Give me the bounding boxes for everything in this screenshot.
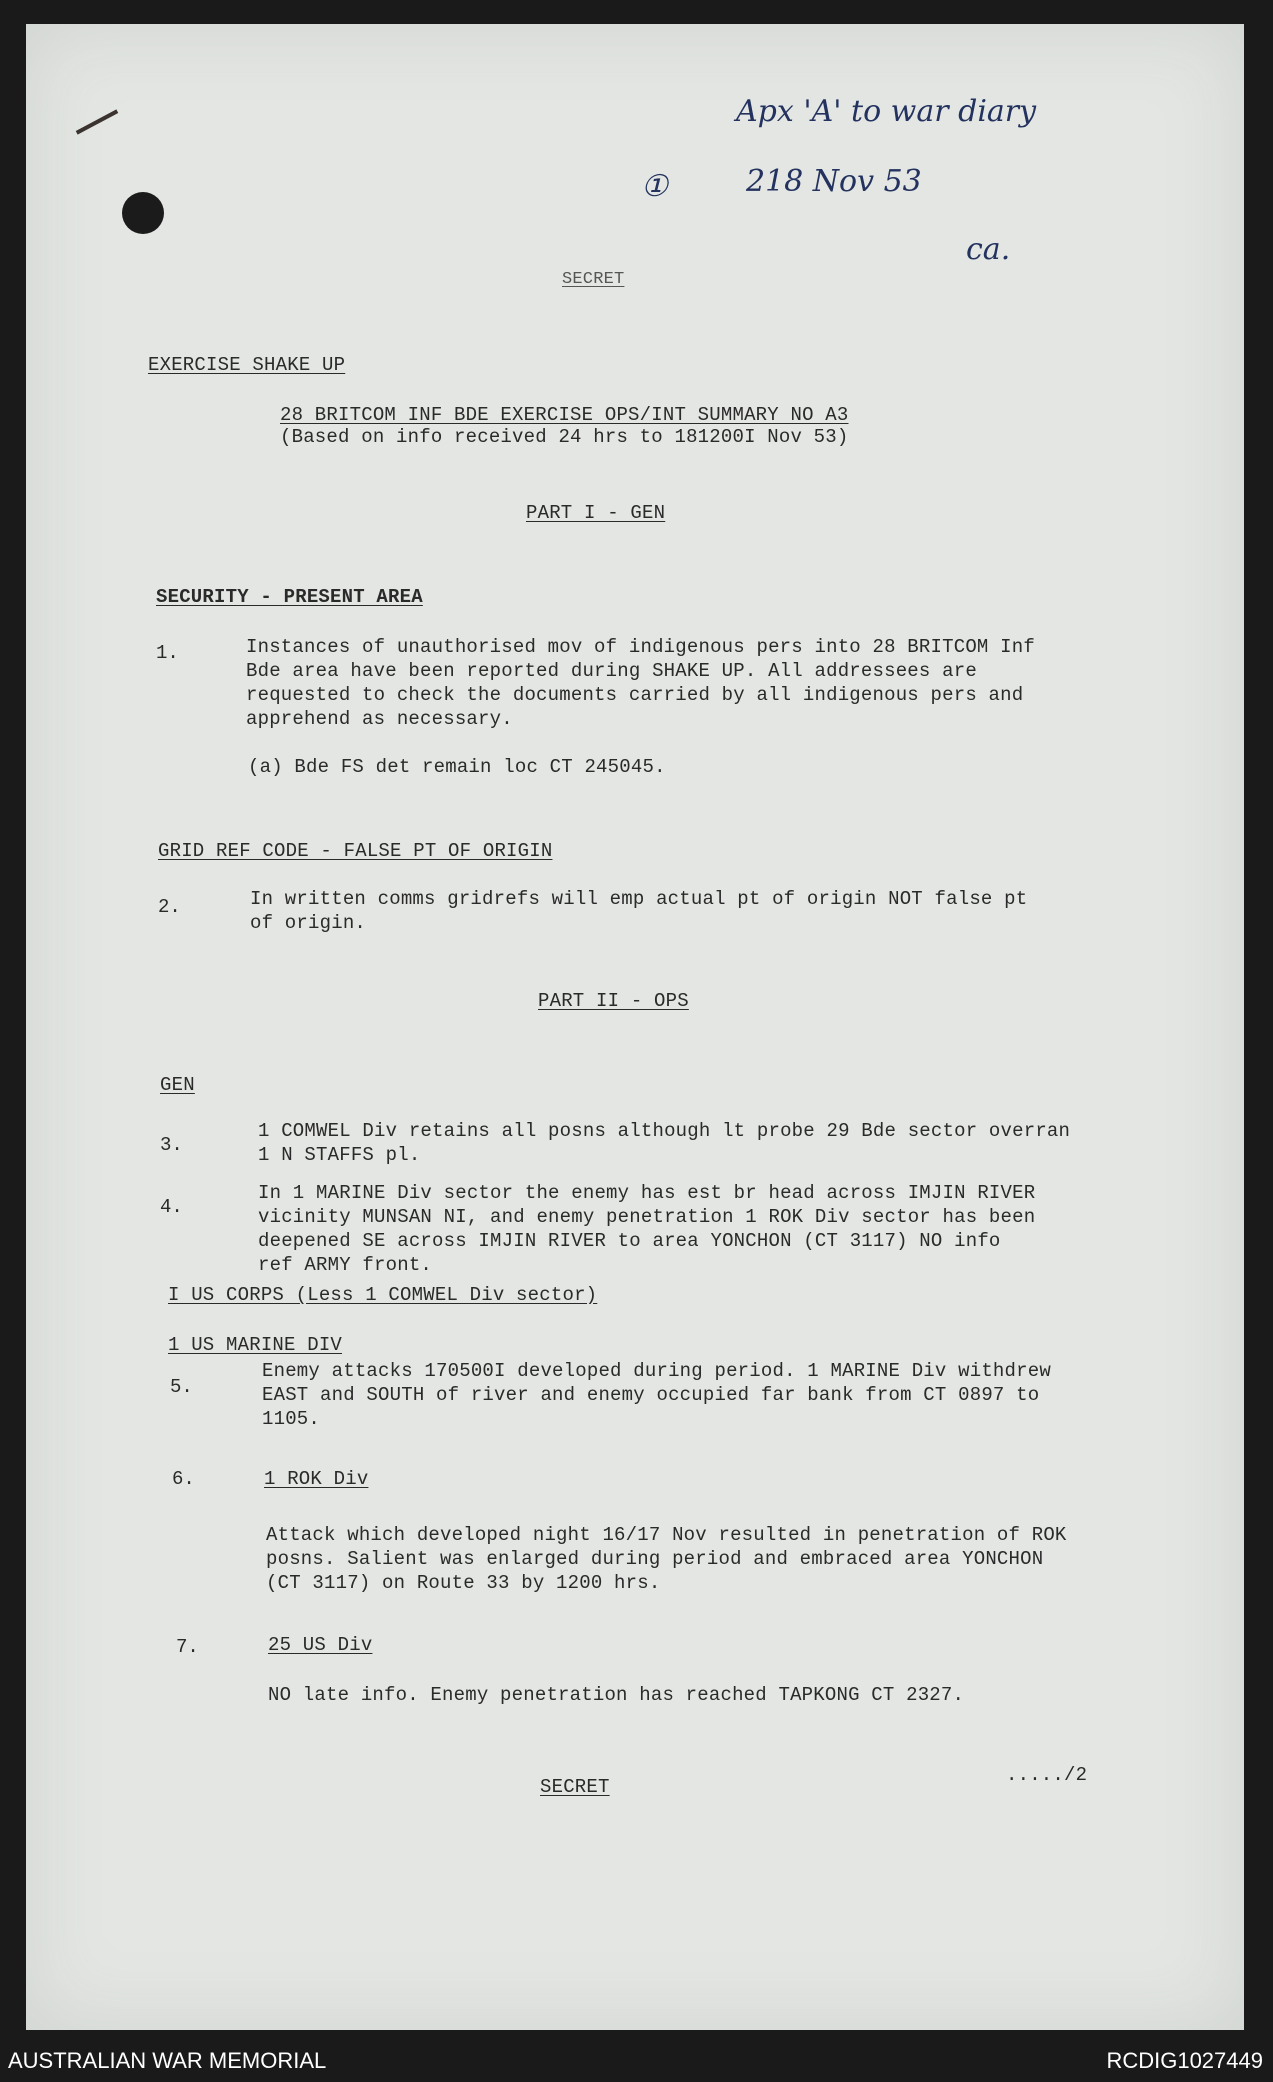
para6-line: posns. Salient was enlarged during period and embraced area YONCHON <box>266 1548 1044 1570</box>
document-page <box>26 24 1244 2030</box>
continuation-mark: ...../2 <box>1006 1764 1088 1786</box>
para6-line: Attack which developed night 16/17 Nov resulted in penetration of ROK <box>266 1524 1067 1546</box>
punch-hole <box>122 192 164 234</box>
para3-number: 3. <box>160 1134 183 1156</box>
gen-heading: GEN <box>160 1074 195 1096</box>
rok-div-heading: 1 ROK Div <box>264 1468 369 1490</box>
para5-line: Enemy attacks 170500I developed during period. 1 MARINE Div withdrew <box>262 1360 1051 1382</box>
ink-speck <box>76 109 118 134</box>
footer-right: RCDIG1027449 <box>1106 2048 1263 2073</box>
security-heading: SECURITY - PRESENT AREA <box>156 586 423 608</box>
para4-line: vicinity MUNSAN NI, and enemy penetration 1 ROK Div sector has been <box>258 1206 1036 1228</box>
exercise-name: EXERCISE SHAKE UP <box>148 354 346 376</box>
handwritten-initials: ca. <box>966 232 1011 267</box>
part1-heading: PART I - GEN <box>526 502 666 524</box>
para2-number: 2. <box>158 896 181 918</box>
para3-line: 1 COMWEL Div retains all posns although lt probe 29 Bde sector overran <box>258 1120 1071 1142</box>
classification-top: SECRET <box>562 270 625 289</box>
us-corps-heading: I US CORPS (Less 1 COMWEL Div sector) <box>168 1284 598 1306</box>
para1-line: Bde area have been reported during SHAKE UP. All addressees are <box>246 660 977 682</box>
para1-number: 1. <box>156 642 179 664</box>
para1-line: Instances of unauthorised mov of indigenous pers into 28 BRITCOM Inf <box>246 636 1035 658</box>
footer-left: AUSTRALIAN WAR MEMORIAL <box>8 2048 327 2073</box>
para6-line: (CT 3117) on Route 33 by 1200 hrs. <box>266 1572 661 1594</box>
para7-line: NO late info. Enemy penetration has reached TAPKONG CT 2327. <box>268 1684 965 1706</box>
us-marine-heading: 1 US MARINE DIV <box>168 1334 343 1356</box>
para1a: (a) Bde FS det remain loc CT 245045. <box>248 756 666 778</box>
summary-title: 28 BRITCOM INF BDE EXERCISE OPS/INT SUMMARY NO A3 <box>280 404 849 426</box>
para3-line: 1 N STAFFS pl. <box>258 1144 421 1166</box>
para2-line: In written comms gridrefs will emp actual pt of origin NOT false pt <box>250 888 1028 910</box>
part2-heading: PART II - OPS <box>538 990 689 1012</box>
para6-number: 6. <box>172 1468 195 1490</box>
para1-line: requested to check the documents carried by all indigenous pers and <box>246 684 1024 706</box>
classification-bottom: SECRET <box>540 1776 610 1798</box>
para4-line: deepened SE across IMJIN RIVER to area YONCHON (CT 3117) NO info <box>258 1230 1001 1252</box>
handwritten-note: Apx 'A' to war diary <box>736 94 1037 129</box>
para4-line: In 1 MARINE Div sector the enemy has est br head across IMJIN RIVER <box>258 1182 1036 1204</box>
para7-number: 7. <box>176 1636 199 1658</box>
handwritten-date: 218 Nov 53 <box>746 164 922 199</box>
para1-line: apprehend as necessary. <box>246 708 513 730</box>
para5-line: EAST and SOUTH of river and enemy occupied far bank from CT 0897 to <box>262 1384 1040 1406</box>
para5-number: 5. <box>170 1376 193 1398</box>
handwritten-circle-mark: ① <box>641 169 668 204</box>
summary-basis: (Based on info received 24 hrs to 181200I Nov 53) <box>280 426 849 448</box>
para5-line: 1105. <box>262 1408 321 1430</box>
grid-ref-heading: GRID REF CODE - FALSE PT OF ORIGIN <box>158 840 553 862</box>
para2-line: of origin. <box>250 912 367 934</box>
us25-div-heading: 25 US Div <box>268 1634 373 1656</box>
para4-line: ref ARMY front. <box>258 1254 433 1276</box>
para4-number: 4. <box>160 1196 183 1218</box>
